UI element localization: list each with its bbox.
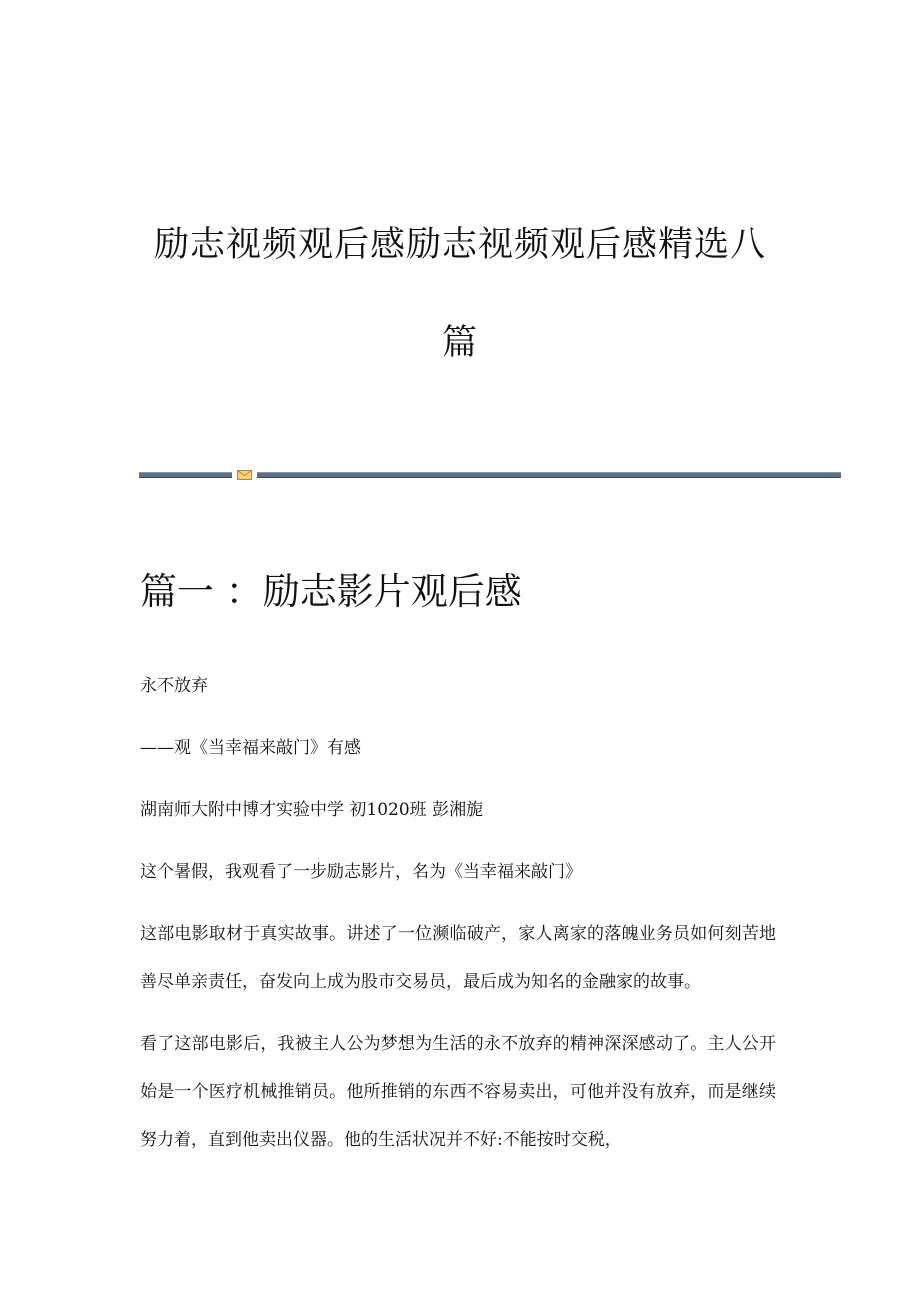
paragraph: 这个暑假，我观看了一步励志影片，名为《当幸福来敲门》	[140, 862, 582, 882]
envelope-ornament-icon	[237, 470, 252, 480]
section-heading: 篇一 ：励志影片观后感	[140, 570, 522, 613]
article-author: 湖南师大附中博才实验中学 初1020班 彭湘旎	[140, 800, 484, 820]
section-divider	[139, 470, 841, 480]
document-title: 励志视频观后感励志视频观后感精选八篇	[153, 225, 766, 363]
article-body	[140, 662, 776, 1178]
paragraph: 这部电影取材于真实故事。讲述了一位濒临破产，家人离家的落魄业务员如何刻苦地善尽单亲责任，奋发向上成为股市交易员，最后成为知名的金融家的故事。	[140, 924, 776, 992]
divider-bar-right	[257, 472, 841, 478]
article-subheading: ——观《当幸福来敲门》有感	[140, 738, 361, 758]
paragraph: 看了这部电影后，我被主人公为梦想为生活的永不放弃的精神深深感动了。主人公开始是一个医疗机械推销员。他所推销的东西不容易卖出，可他并没有放弃，而是继续努力着，直到他卖出仪器。他的生活状况并不好:不能按时交税，	[140, 1034, 776, 1150]
divider-bar-left	[139, 472, 232, 478]
article-subtitle: 永不放弃	[140, 676, 208, 696]
